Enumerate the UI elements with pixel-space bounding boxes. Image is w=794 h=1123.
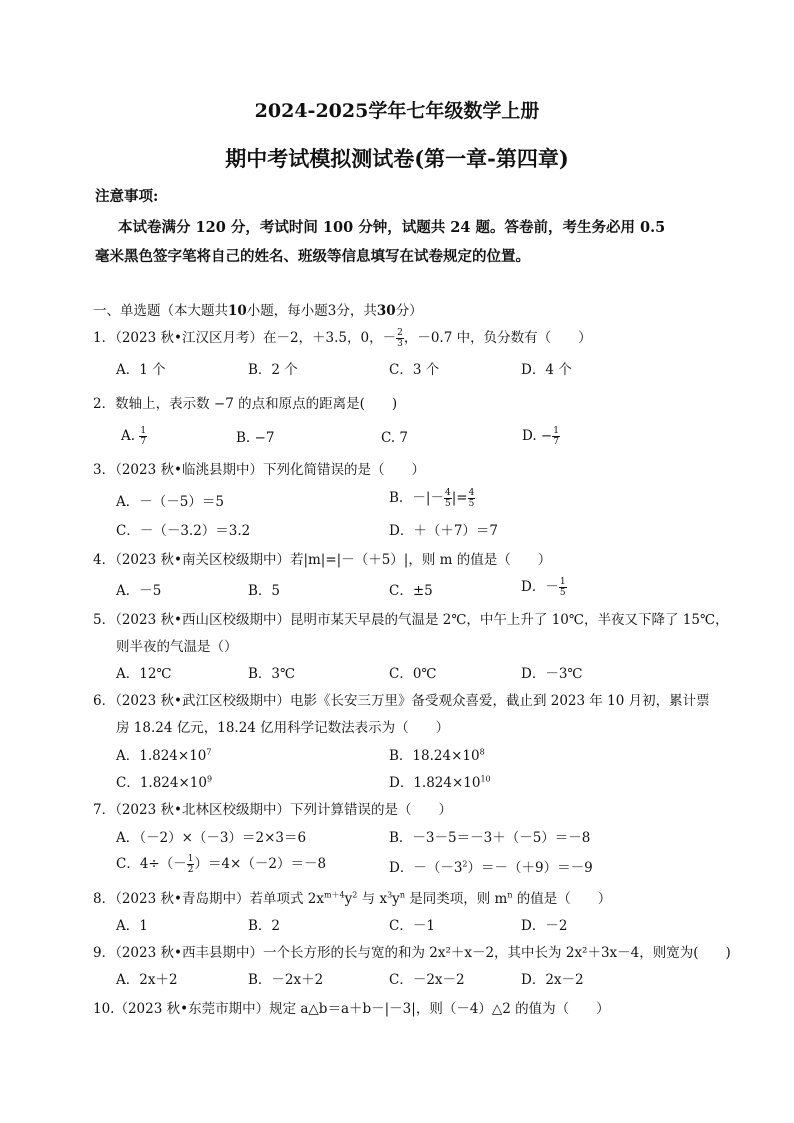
q5-option-a: A．12℃ — [116, 666, 172, 682]
section-heading: 一、单选题（本大题共10小题，每小题3分，共30分） — [93, 303, 423, 319]
question-5-stem-line-2: 则半夜的气温是（） — [116, 639, 238, 655]
q9-option-d: D．2x－2 — [521, 972, 584, 988]
notice-line-1: 本试卷满分 120 分，考试时间 100 分钟，试题共 24 题。答卷前，考生务必用 0.5 — [118, 219, 666, 236]
exam-title-year: 2024-2025学年七年级数学上册 — [254, 100, 540, 122]
q3-option-c: C．－（－3.2）＝3.2 — [116, 523, 251, 539]
q1-option-c: C．3 个 — [389, 362, 440, 378]
q1-option-a: A．1 个 — [116, 362, 166, 378]
q7-option-d: D．$-(-3^2)=-(+9)=-9$ — [389, 859, 593, 876]
q2-option-a: A. $\frac{1}{7}$ — [121, 426, 147, 447]
q5-option-b: B．3℃ — [248, 666, 296, 682]
q2-option-c: C. 7 — [381, 430, 409, 446]
q1-option-b: B．2 个 — [248, 362, 298, 378]
q7-option-b: B．－3－5＝－3＋（－5）＝－8 — [389, 830, 591, 846]
exam-title-main: 期中考试模拟测试卷(第一章-第四章) — [225, 146, 569, 171]
question-4-stem: 4．（2023 秋•南关区校级期中）若|m|=|－（＋5）|，则 m 的值是（ ） — [93, 552, 552, 568]
question-6-stem-line-2: 房 18.24 亿元，18.24 亿用科学记数法表示为（ ） — [116, 720, 450, 736]
q9-option-b: B．－2x＋2 — [248, 972, 324, 988]
q5-option-c: C．0℃ — [389, 666, 437, 682]
q1-option-d: D．4 个 — [521, 362, 572, 378]
notice-line-2: 毫米黑色签字笔将自己的姓名、班级等信息填写在试卷规定的位置。 — [95, 248, 530, 265]
q6-option-a: A．$1.824\times 10^7$ — [116, 747, 212, 764]
q4-option-a: A．－5 — [116, 583, 162, 599]
question-2-stem: 2．数轴上，表示数 −7 的点和原点的距离是( ) — [93, 396, 398, 412]
question-3-stem: 3．（2023 秋•临洮县期中）下列化简错误的是（ ） — [93, 462, 425, 478]
q6-option-d: D．$1.824\times 10^{10}$ — [389, 774, 491, 791]
q3-option-a: A．－（－5）＝5 — [116, 494, 224, 510]
question-7-stem: 7．（2023 秋•北林区校级期中）下列计算错误的是（ ） — [93, 802, 452, 818]
q8-option-d: D．－2 — [521, 918, 568, 934]
q6-option-b: B．$18.24\times 10^8$ — [389, 747, 485, 764]
q9-option-a: A．2x＋2 — [116, 972, 178, 988]
q9-option-c: C．－2x－2 — [389, 972, 465, 988]
question-10-stem: 10.（2023 秋•东莞市期中）规定 a△b＝a＋b－|－3|，则（－4）△2 的值为（ ） — [93, 1001, 610, 1017]
question-5-stem-line-1: 5．（2023 秋•西山区校级期中）昆明市某天早晨的气温是 2℃，中午上升了 10℃，半夜又下降了 15℃， — [93, 612, 729, 628]
q6-option-c: C．$1.824\times 10^9$ — [116, 774, 213, 791]
notice-heading: 注意事项: — [95, 188, 159, 205]
q5-option-d: D．－3℃ — [521, 666, 583, 682]
q8-option-a: A．1 — [116, 918, 148, 934]
question-1-stem: 1．（2023 秋•江汉区月考）在－2，＋3.5，0，－ $\frac{2}{3}$ ，－0.7 中，负分数有（ ） — [93, 328, 592, 349]
q3-option-b: B．－|－ $\frac{4}{5}$ |= $\frac{4}{5}$ — [389, 488, 475, 509]
question-9-stem: 9．（2023 秋•西丰县期中）一个长方形的长与宽的和为 2x²＋x－2，其中长为 2x²＋3x－4，则宽为( ) — [93, 945, 731, 961]
q2-option-b: B. −7 — [236, 430, 275, 446]
q7-option-c: C．4÷（－ $\frac{1}{2}$ ）＝4×（－2）＝－8 — [116, 854, 327, 875]
q4-option-d: D．－ $\frac{1}{5}$ — [521, 577, 566, 598]
question-8-stem: 8．（2023 秋•青岛期中）若单项式 $2x^{m+4}y^2$ 与 $x^3y^n$ 是同类项，则 $m^n$ 的值是（ ） — [93, 890, 612, 907]
q2-option-d: D. − $\frac{1}{7}$ — [522, 426, 559, 447]
question-6-stem-line-1: 6．（2023 秋•武江区校级期中）电影《长安三万里》备受观众喜爱，截止到 2023 年 10 月初，累计票 — [93, 693, 710, 709]
q8-option-c: C．－1 — [389, 918, 435, 934]
q4-option-c: C．±5 — [389, 583, 433, 599]
q3-option-d: D．＋（＋7）＝7 — [389, 523, 499, 539]
q4-option-b: B．5 — [248, 583, 281, 599]
q8-option-b: B．2 — [248, 918, 281, 934]
q7-option-a: A．（－2）×（－3）＝2×3＝6 — [116, 830, 307, 846]
